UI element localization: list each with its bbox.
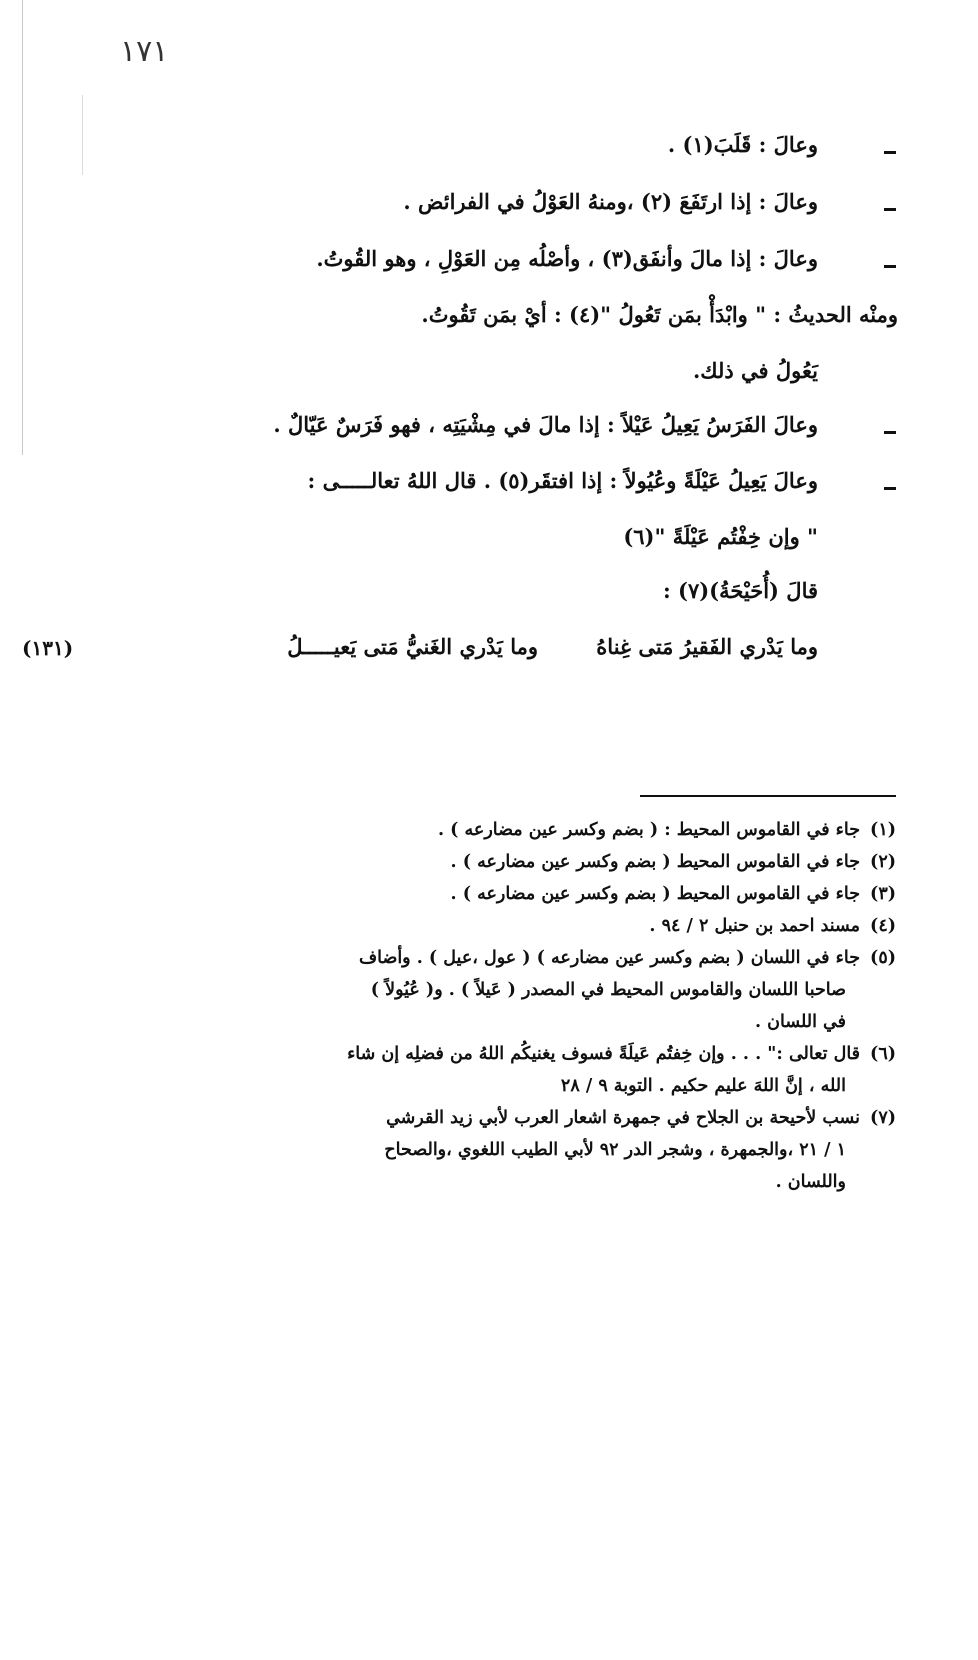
footnote-number: (٤) (870, 916, 896, 936)
footnote-6-line-2: الله ، إنَّ اللهَ عليم حكيم . التوبة ٩ / ٢٨ (560, 1076, 846, 1096)
footnote-3 (451, 884, 896, 904)
poet-attribution: قالَ (أُحَيْحَةُ)(٧) : (662, 578, 818, 603)
footnote-text: جاء في القاموس المحيط ( بضم وكسر عين مضارعه ) . (450, 852, 861, 872)
footnote-4 (649, 916, 896, 936)
footnote-5-line-2: صاحبا اللسان والقاموس المحيط في المصدر ( عَيلاً ) . و( عُيُولاً ) (370, 980, 846, 1000)
footnote-number: (٥) (870, 948, 896, 968)
footnote-number: (٣) (870, 884, 896, 904)
main-line-6: وعالَ الفَرَسُ يَعِيلُ عَيْلاً : إذا مالَ في مِشْيَتِه ، فهو فَرَسٌ عَيّالٌ . (273, 412, 818, 437)
footnote-number: (٦) (870, 1044, 896, 1064)
footnote-text: جاء في اللسان ( بضم وكسر عين مضارعه ) ( عول ،عيل ) . وأضاف (358, 948, 861, 968)
main-line-2: وعالَ : إذا ارتَفَعَ (٢) ،ومنهُ العَوْلُ في الفرائض . (403, 189, 818, 214)
footnote-number: (١) (870, 820, 896, 840)
footnote-number: (٧) (870, 1108, 896, 1128)
scan-edge-line (22, 0, 23, 455)
bullet-dash (884, 151, 896, 154)
footnote-7-line-3: واللسان . (775, 1172, 846, 1192)
bullet-dash (884, 208, 896, 211)
footnote-7 (386, 1108, 896, 1128)
footnote-text: جاء في القاموس المحيط : ( بضم وكسر عين مضارعه ) . (437, 820, 861, 840)
main-line-1: وعالَ : قَلَبَ(١) . (667, 132, 818, 157)
bullet-dash (884, 487, 896, 490)
main-line-7: وعالَ يَعِيلُ عَيْلَةً وعُيُولاً : إذا افتقَر(٥) . قال اللهُ تعالـــــى : (307, 468, 818, 493)
footnote-5-line-3: في اللسان . (754, 1012, 846, 1032)
quran-quote: " وإن خِفْتُم عَيْلَةً "(٦) (623, 524, 818, 549)
footnote-6 (347, 1044, 896, 1064)
footnote-text: جاء في القاموس المحيط ( بضم وكسر عين مضارعه ) . (450, 884, 861, 904)
footnote-text: مسند احمد بن حنبل ٢ / ٩٤ . (649, 916, 861, 936)
footnote-1 (438, 820, 896, 840)
verse-hemistich-2: وما يَدْري الغَنيُّ مَتى يَعيـــــلُ (287, 634, 538, 659)
main-line-5: يَعُولُ في ذلك. (692, 358, 818, 383)
footnote-2 (451, 852, 896, 872)
footnote-separator (640, 795, 896, 797)
footnote-5 (359, 948, 896, 968)
bullet-dash (884, 265, 896, 268)
main-line-4: ومنْه الحديثُ : " وابْدَأْ بمَن تَعُولُ "(٤) : أيْ بمَن تَقُوتُ. (421, 302, 898, 327)
footnote-number: (٢) (870, 852, 896, 872)
footnote-7-line-2: ١ / ٢١ ،والجمهرة ، وشجر الدر ٩٢ لأبي الطيب اللغوي ،والصحاح (384, 1140, 846, 1160)
bullet-dash (884, 431, 896, 434)
scan-edge-mark (82, 95, 83, 175)
footnote-text: قال تعالى :" . . . وإن خِفتُم عَيلَةً فسوف يغنيكُم اللهُ من فضلِه إن شاء (347, 1044, 861, 1064)
verse-hemistich-1: وما يَدْري الفَقيرُ مَتى غِناهُ (596, 634, 818, 659)
page-number: ١٧١ (120, 34, 169, 69)
side-number: (١٣١) (22, 636, 74, 660)
footnote-text: نسب لأحيحة بن الجلاح في جمهرة اشعار العرب لأبي زيد القرشي (386, 1108, 861, 1128)
main-line-3: وعالَ : إذا مالَ وأنفَق(٣) ، وأصْلُه مِن العَوْلِ ، وهو القُوتُ. (316, 246, 818, 271)
